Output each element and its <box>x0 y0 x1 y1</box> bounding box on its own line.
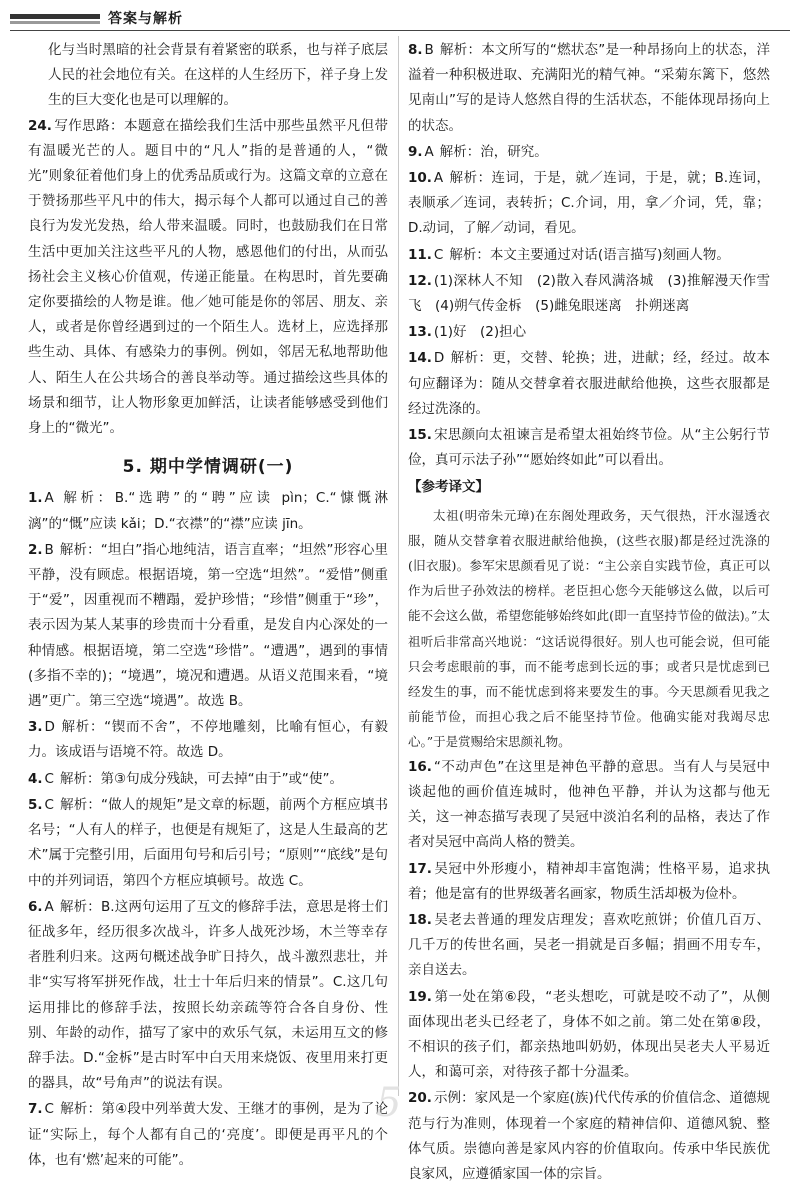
answer-item <box>28 767 388 792</box>
question-number: 2. <box>28 541 43 558</box>
answer-explanation: 解析：B.这两句运用了互文的修辞手法，意思是将士们征战多年，经历很多次战斗，许多人战死沙场，木兰等幸存者胜利归来。这两句概述战争旷日持久，战斗激烈悲壮，并非“实写将军拼死作战，壮士十年后归来的情景”。C.这几句运用排比的修辞手法，按照长幼亲疏等符合各自身份、性别、年龄的动作，描写了家中的欢乐气氛，未运用互文的修辞手法。D.“金柝”是古时军中白天用来烧饭、夜里用来打更的器具，故“号角声”的说法有误。 <box>28 898 388 1092</box>
answer-letter: B <box>424 42 434 58</box>
answer-explanation: 解析：本文所写的“燃状态”是一种昂扬向上的状态，洋溢着一种积极进取、充满阳光的精气神。“采菊东篱下，悠然见南山”写的是诗人悠然自得的生活状态，不能体现昂扬向上的状态。 <box>408 42 770 134</box>
answer-item <box>28 715 388 765</box>
question-number: 10. <box>408 170 432 187</box>
answer-item <box>408 908 770 984</box>
reference-translation-title: 【参考译文】 <box>408 479 489 496</box>
reference-translation: 太祖(明帝朱元璋)在东阁处理政务，天气很热，汗水湿透衣服，随从交替拿着衣服进献给他换，(这些衣服)都是经过洗涤的(旧衣服)。参军宋思颜看见了说：“主公亲自实践节俭，真正可以作为后世子孙效法的榜样。老臣担心您今天能够这么做，以后可能不会这么做，希望您能够始终如此(即一直坚持节俭的做法)。”太祖听后非常高兴地说：“这话说得很好。别人也可能会说，但可能只会考虑眼前的事，而不能考虑到长远的事；或者只是忧虑到已经发生的事，而不能忧虑到将来要发生的事。今天思颜看见我之前能节俭，而担心我之后不能坚持节俭。他确实能对我竭尽忠心。”于是赏赐给宋思颜礼物。 <box>408 507 770 750</box>
answer-letter: D <box>44 719 55 736</box>
question-number: 12. <box>408 272 432 289</box>
answer-item <box>28 1097 388 1173</box>
answer-explanation: 解析：“锲而不舍”，不停地雕刻，比喻有恒心，有毅力。该成语与语境不符。故选 D。 <box>28 719 388 761</box>
answer-explanation: 解析：“做人的规矩”是文章的标题，前两个方框应填书名号；“人有人的样子，也便是有规矩了，这是人生最高的艺术”属于完整引用，后面用句号和后引号；“原则”“底线”是句中的并列词语，第四个方框应填顿号。故选 C。 <box>28 796 388 889</box>
answer-item <box>408 755 770 856</box>
question-number: 16. <box>408 758 432 775</box>
question-number: 24. <box>28 117 52 134</box>
answer-item <box>28 538 388 714</box>
answer-item <box>408 140 770 165</box>
question-number: 7. <box>28 1101 43 1118</box>
question-number: 20. <box>408 1090 432 1107</box>
page-header <box>0 0 800 36</box>
header-rule <box>10 30 790 31</box>
question-text: 写作思路：本题意在描绘我们生活中那些虽然平凡但带有温暖光芒的人。题目中的“凡人”指的是普通的人，“微光”则象征着他们身上的优秀品质或行为。这篇文章的立意在于赞扬那些平凡中的伟大，揭示每个人都可以通过自己的善良行为发光发热，给人带来温暖。同时，也鼓励我们在日常生活中更加关注这些平凡的人物，感恩他们的付出，从而弘扬社会主义核心价值观，传递正能量。在构思时，首先要确定你要描绘的人物是谁。他／她可能是你的邻居、朋友、亲人，或者是你曾经遇到过的一个陌生人。选材上，应选择那些生动、具体、有感染力的事例。例如，邻居无私地帮助他人、陌生人在公共场合的善良举动等。通过描绘这些具体的场景和细节，让人物形象更加鲜活，让读者能够感受到他们身上的“微光”。 <box>28 117 388 437</box>
answer-explanation: “不动声色”在这里是神色平静的意思。当有人与吴冠中谈起他的画价值连城时，他神色平静，并认为这都与他无关，这一神态描写表现了吴冠中淡泊名利的品格，表达了作者对吴冠中高尚人格的赞美。 <box>408 758 770 851</box>
question-number: 11. <box>408 246 432 263</box>
header-title: 答案与解析 <box>108 11 183 27</box>
answer-explanation: 解析：连词，于是，就／连词，于是，就；B.连词，表顺承／连词，表转折；C.介词，用，拿／介词，凭，靠；D.动词，了解／动词，看见。 <box>408 170 770 237</box>
answer-item <box>408 320 770 345</box>
answer-explanation: 吴老去普通的理发店理发；喜欢吃煎饼；价值几百万、几千万的传世名画，吴老一捐就是百多幅；捐画不用专车，亲自送去。 <box>408 911 770 979</box>
answer-explanation: 解析：第③句成分残缺，可去掉“由于”或“使”。 <box>59 770 344 787</box>
question-number: 3. <box>28 719 43 736</box>
question-number: 18. <box>408 911 432 928</box>
question-number: 9. <box>408 143 423 160</box>
answer-item <box>408 243 770 268</box>
question-number: 17. <box>408 860 432 877</box>
header-decoration-light <box>10 21 100 24</box>
intro-line: 变化也是可以理解的。 <box>102 92 237 109</box>
question-number: 5. <box>28 796 43 813</box>
left-column <box>28 38 388 1174</box>
answer-letter: C <box>44 1101 54 1118</box>
answer-item <box>408 269 770 319</box>
answer-letter: A <box>433 170 444 187</box>
column-divider <box>398 36 399 1096</box>
question-number: 13. <box>408 324 432 341</box>
answer-letter: D <box>433 350 445 367</box>
header-decoration <box>10 14 100 19</box>
answer-item <box>408 346 770 422</box>
answer-explanation: 解析：B.“选聘”的“聘”应读 pìn；C.“慷慨淋漓”的“慨”应读 kǎi；D.“衣襟”的“襟”应读 jīn。 <box>28 490 388 532</box>
answer-letter: C <box>44 796 54 813</box>
answer-letter: C <box>44 770 54 787</box>
page-number: 5 <box>376 1080 402 1126</box>
answer-list-left <box>28 486 388 1172</box>
answer-explanation: 解析：本文主要通过对话(语言描写)刻画人物。 <box>449 246 730 263</box>
answer-explanation: 解析：治，研究。 <box>439 143 548 160</box>
question-number: 1. <box>28 490 43 507</box>
question-24 <box>28 114 388 442</box>
answer-explanation: 解析：“坦白”指心地纯洁，语言直率；“坦然”形容心里平静，没有顾虑。根据语境，第一空选“坦然”。“爱惜”侧重于“爱”，因重视而不糟蹋，爱护珍惜；“珍惜”侧重于“珍”，表示因为某人某事的珍贵而十分看重，是发自内心深处的一种情感。根据语境，第二空选“珍惜”。“遭遇”，遇到的事情(多指不幸的)；“境遇”，境况和遭遇。从语义范围来看，“境遇”更广。第三空选“境遇”。故选 B。 <box>28 541 388 710</box>
intro-line: 的社会地位有关。在这样的人生经历下，祥子身上发生的巨大 <box>48 67 389 109</box>
question-number: 15. <box>408 427 432 444</box>
answer-letter: B <box>44 541 54 558</box>
right-column <box>408 38 770 1188</box>
question-number: 4. <box>28 770 43 787</box>
answer-explanation: 示例：家风是一个家庭(族)代代传承的价值信念、道德规范与行为准则，体现着一个家庭的精神信仰、道德风貌、整体气质。崇德向善是家风内容的价值取向。传承中华民族优良家风，应遵循家国一体的宗旨。 <box>408 1090 770 1182</box>
answer-item <box>28 793 388 894</box>
question-number: 19. <box>408 988 432 1005</box>
intro-paragraph <box>28 38 388 114</box>
answer-item <box>408 38 770 139</box>
answer-explanation: (1)深林人不知 (2)散入春风满洛城 (3)推解漫天作雪飞 (4)朔气传金柝 (5)雌兔眼迷离 扑朔迷离 <box>408 272 770 315</box>
answer-item <box>28 895 388 1097</box>
answer-list-right-bottom <box>408 755 770 1187</box>
answer-item <box>408 423 770 473</box>
answer-letter: C <box>433 246 444 263</box>
answer-explanation: (1)好 (2)担心 <box>433 324 527 341</box>
question-number: 14. <box>408 350 432 367</box>
answer-explanation: 吴冠中外形瘦小，精神却丰富饱满；性格平易，追求执着；他是富有的世界级著名画家，物质生活却极为俭朴。 <box>408 860 770 902</box>
answer-item <box>408 985 770 1086</box>
answer-explanation: 解析：第④段中列举黄大发、王继才的事例，是为了论证“实际上，每个人都有自己的‘亮度’。即便是再平凡的个体，也有‘燃’起来的可能”。 <box>28 1101 388 1168</box>
answer-item <box>408 1086 770 1187</box>
answer-explanation: 宋思颜向太祖谏言是希望太祖始终节俭。从“主公躬行节俭，真可示法子孙”“愿始终如此”可以看出。 <box>408 427 770 469</box>
question-number: 6. <box>28 898 43 915</box>
answer-letter: A <box>424 143 434 160</box>
intro-line: 化与当时黑暗的社会背景有着紧密的联系，也与祥子底层人民 <box>48 42 388 84</box>
section-title: 5. 期中学情调研(一) <box>122 457 294 478</box>
question-number: 8. <box>408 42 423 58</box>
answer-list-right-top <box>408 38 770 473</box>
answer-item <box>408 857 770 907</box>
answer-letter: A <box>44 490 54 507</box>
answer-item <box>28 486 388 536</box>
answer-letter: A <box>44 898 54 915</box>
answer-explanation: 解析：更，交替、轮换；进，进献；经，经过。故本句应翻译为：随从交替拿着衣服进献给他换，这些衣服都是经过洗涤的。 <box>408 350 770 417</box>
answer-explanation: 第一处在第⑥段，“老头想吃，可就是咬不动了”，从侧面体现出老头已经老了，身体不如之前。第二处在第⑧段，不相识的孩子们，都亲热地叫奶奶，体现出吴老夫人平易近人，和蔼可亲，对待孩子都十分温柔。 <box>408 988 770 1081</box>
answer-item <box>408 166 770 242</box>
